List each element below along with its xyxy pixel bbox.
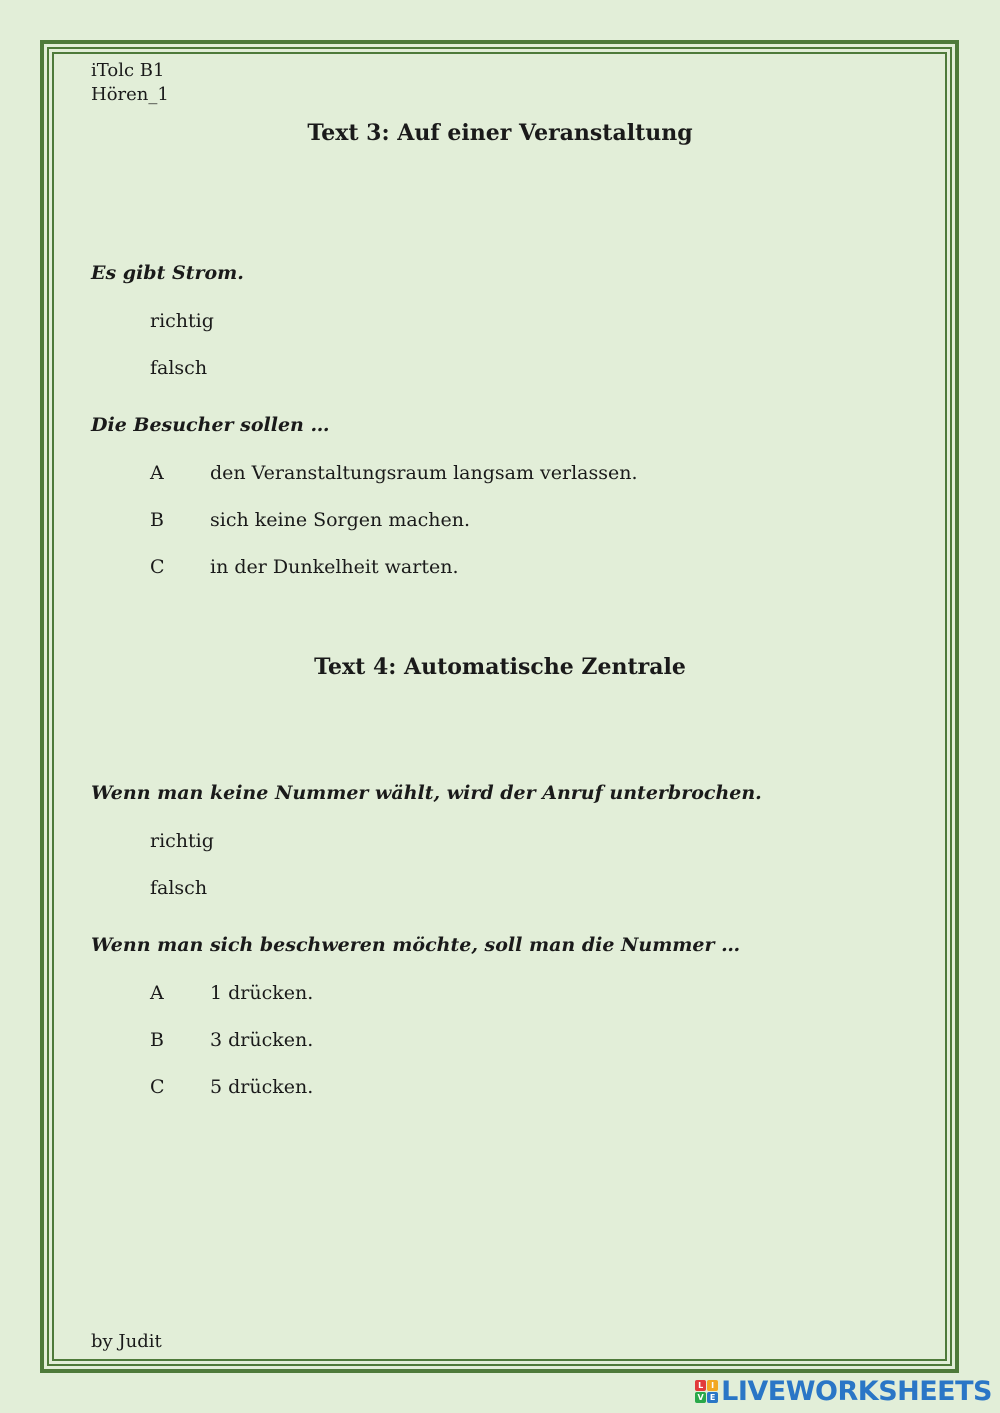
section1-q2-option-b-letter: B bbox=[150, 509, 164, 531]
page-border-inner bbox=[52, 52, 947, 1361]
section2-q1-question: Wenn man keine Nummer wählt, wird der Anruf unterbrochen. bbox=[91, 782, 762, 804]
section1-q2-option-b[interactable]: sich keine Sorgen machen. bbox=[210, 509, 471, 531]
section2-q2-option-b[interactable]: 3 drücken. bbox=[210, 1029, 314, 1051]
section1-q2-question: Die Besucher sollen … bbox=[91, 414, 330, 436]
section2-q2-option-a-letter: A bbox=[150, 982, 164, 1004]
header-section: Hören_1 bbox=[91, 84, 169, 105]
section1-title: Text 3: Auf einer Veranstaltung bbox=[307, 120, 693, 146]
header-level: iTolc B1 bbox=[91, 60, 165, 81]
section1-q2-option-c-letter: C bbox=[150, 556, 165, 578]
section2-q2-option-a[interactable]: 1 drücken. bbox=[210, 982, 314, 1004]
section1-q1-question: Es gibt Strom. bbox=[91, 262, 244, 284]
section2-title: Text 4: Automatische Zentrale bbox=[314, 654, 686, 680]
section1-q1-option-falsch[interactable]: falsch bbox=[150, 357, 208, 379]
logo-letter-l: L bbox=[695, 1380, 706, 1391]
logo-letter-i: I bbox=[707, 1380, 718, 1391]
logo-letter-e: E bbox=[707, 1392, 718, 1403]
section2-q1-option-richtig[interactable]: richtig bbox=[150, 830, 214, 852]
section2-q2-option-c-letter: C bbox=[150, 1076, 165, 1098]
logo-mark-icon bbox=[695, 1380, 718, 1403]
section1-q1-option-richtig[interactable]: richtig bbox=[150, 310, 214, 332]
logo-letter-v: V bbox=[695, 1392, 706, 1403]
section1-q2-option-a-letter: A bbox=[150, 462, 164, 484]
section2-q1-option-falsch[interactable]: falsch bbox=[150, 877, 208, 899]
liveworksheets-logo[interactable] bbox=[695, 1376, 992, 1407]
section1-q2-option-a[interactable]: den Veranstaltungsraum langsam verlassen. bbox=[210, 462, 638, 484]
section2-q2-option-c[interactable]: 5 drücken. bbox=[210, 1076, 314, 1098]
logo-text: LIVEWORKSHEETS bbox=[721, 1376, 992, 1407]
footer-author: by Judit bbox=[91, 1331, 162, 1352]
section2-q2-question: Wenn man sich beschweren möchte, soll man die Nummer … bbox=[91, 934, 741, 956]
section1-q2-option-c[interactable]: in der Dunkelheit warten. bbox=[210, 556, 459, 578]
section2-q2-option-b-letter: B bbox=[150, 1029, 164, 1051]
